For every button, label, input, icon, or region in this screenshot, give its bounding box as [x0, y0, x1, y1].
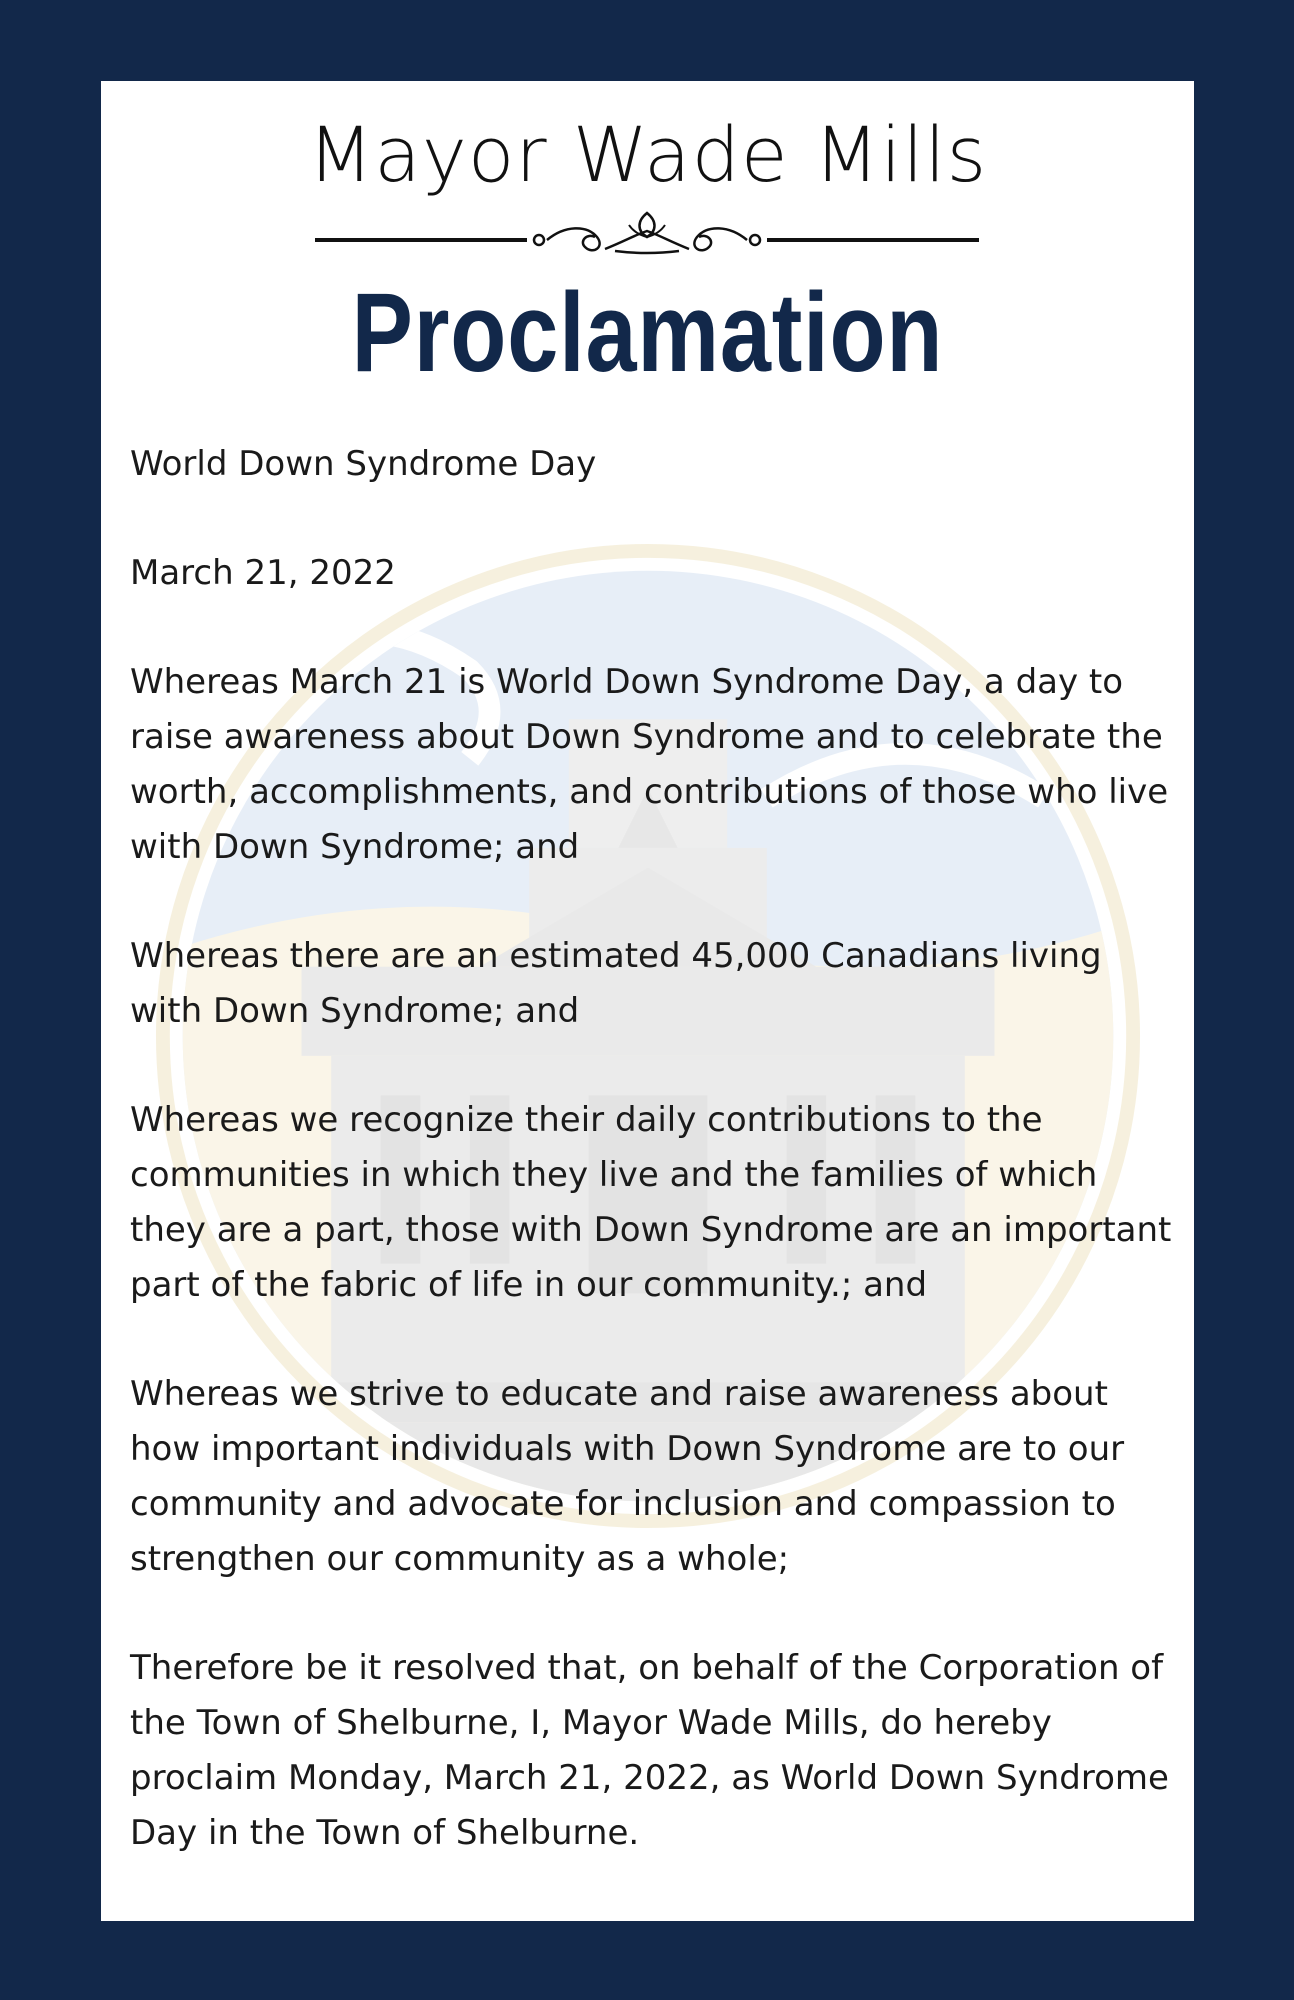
whereas-paragraph-1: Whereas March 21 is World Down Syndrome Day, a day to raise awareness about Down Syndrome and to celebrate the worth, accomplishments, and contributions of those who live with Down Syndrome; and — [130, 662, 1169, 867]
whereas-paragraph-2: Whereas there are an estimated 45,000 Canadians living with Down Syndrome; and — [130, 936, 1102, 1031]
flourish-divider-icon — [315, 211, 979, 269]
proclamation-card — [101, 81, 1194, 1921]
proclamation-title: Proclamation — [351, 270, 944, 395]
proclamation-body — [130, 437, 1180, 1861]
proclamation-date: March 21, 2022 — [130, 553, 396, 593]
whereas-paragraph-4: Whereas we strive to educate and raise awareness about how important individuals with Down Syndrome are to our community and advocate for inclusion and compassion to strengthen our community as a whole; — [130, 1374, 1125, 1579]
proclamation-subject: World Down Syndrome Day — [130, 444, 597, 484]
resolution-paragraph: Therefore be it resolved that, on behalf of the Corporation of the Town of Shelburne, I, Mayor Wade Mills, do hereby proclaim Monday, March 21, 2022, as World Down Syndrome Day in the Town of Shelburne. — [130, 1648, 1169, 1853]
mayor-name-heading: Mayor Wade Mills — [307, 110, 988, 199]
whereas-paragraph-3: Whereas we recognize their daily contributions to the communities in which they live and the families of which they are a part, those with Down Syndrome are an important part of the fabric of life in our community.; and — [130, 1100, 1172, 1305]
